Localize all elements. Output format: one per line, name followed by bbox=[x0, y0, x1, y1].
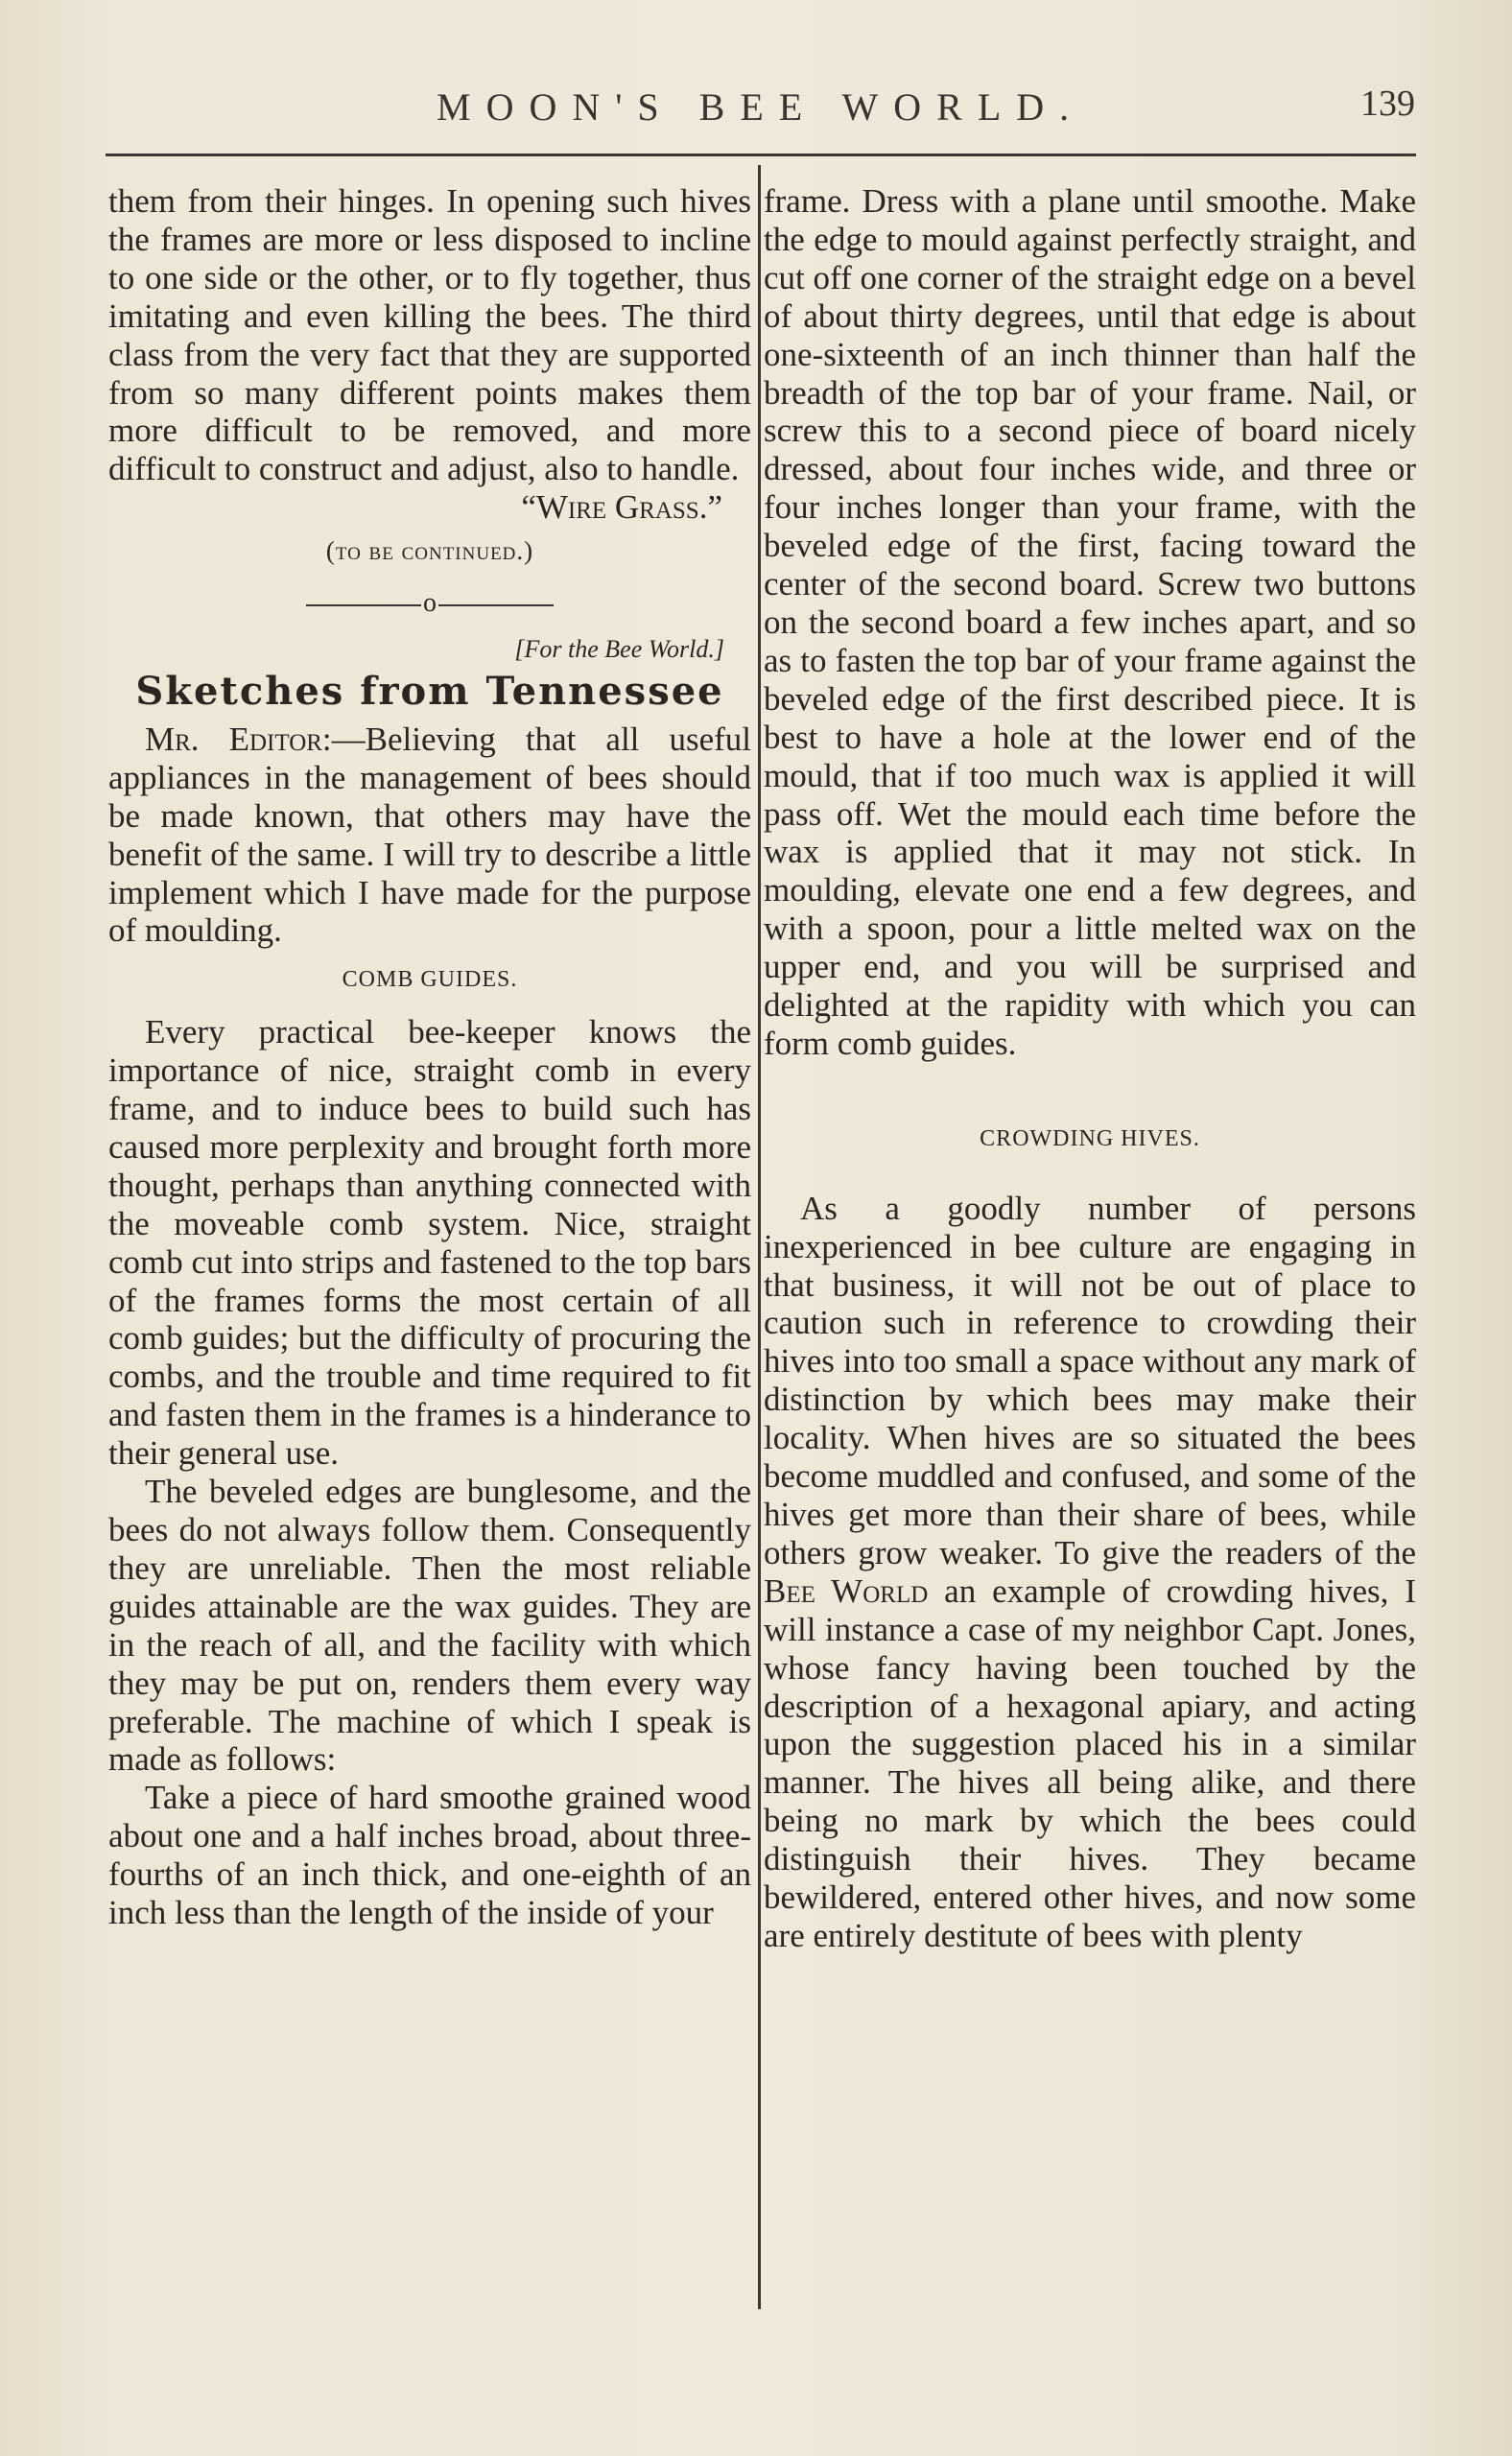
intro-paragraph bbox=[108, 720, 751, 950]
article-title: Sketches from Tennessee bbox=[135, 668, 724, 714]
paragraph-crowding-hives bbox=[764, 1190, 1416, 1955]
subheading-comb-guides: COMB GUIDES. bbox=[342, 967, 518, 993]
salutation: Mr. Editor: bbox=[145, 720, 332, 758]
paragraph-comb-guides-2: The beveled edges are bunglesome, and the bees do not always follow them. Consequently they are unreliable. Then the most reliable guides attainable are the wax guides. They are in the reach of all, and the facility with which they may be put on, renders them every way preferable. The machine of which I speak is made as follows: bbox=[108, 1473, 751, 1779]
author-signature: “Wire Grass.” bbox=[521, 488, 722, 527]
intro-text: —Believing that all useful appliances in the management of bees should be made known, that others may have the benefit of the same. I will try to describe a little implement which I have made for the purpose of moulding. bbox=[108, 720, 752, 950]
paragraph-comb-guides-1: Every practical bee-keeper knows the importance of nice, straight comb in every frame, and to induce bees to build such has caused more perplexity and brought forth more thought, perhaps than anything connected with the moveable comb system. Nice, straight comb cut into strips and fastened to the top bars of the frames forms the most certain of all comb guides; but the difficulty of procuring the combs, and the trouble and time required to fit and fasten them in the frames is a hinderance to their general use. bbox=[108, 1013, 751, 1473]
running-title: MOON'S BEE WORLD. bbox=[437, 85, 1085, 129]
paragraph-comb-guides-3: Take a piece of hard smoothe grained wood about one and a half inches broad, about three-fourths of an inch thick, and one-eighth of an inch less than the length of the inside of your bbox=[108, 1779, 751, 1932]
divider-line-right bbox=[438, 604, 554, 606]
divider-line-left bbox=[306, 604, 421, 606]
column-rule bbox=[758, 165, 761, 2309]
source-note: [For the Bee World.] bbox=[514, 635, 724, 664]
bee-world-reference: Bee World bbox=[764, 1571, 929, 1610]
left-column bbox=[108, 182, 751, 1932]
continued-paragraph: them from their hinges. In opening such hives the frames are more or less disposed to incline to one side or the other, or to fly together, thus imitating and even killing the bees. The third class from the very fact that they are supported from so many different points makes them more difficult to be removed, and more difficult to construct and adjust, also to handle. bbox=[108, 182, 751, 488]
crowding-text-b: an example of crowding hives, I will instance a case of my neighbor Capt. Jones, whose fancy having been touched by the description of a hexagonal apiary, and acting upon the suggestion placed his in a similar manner. The hives all being alike, and there being no mark by which the bees could distinguish their hives. They became bewildered, entered other hives, and now some are entirely destitute of bees with plenty bbox=[764, 1571, 1417, 1954]
to-be-continued-note: (to be continued.) bbox=[325, 536, 534, 566]
page-number: 139 bbox=[1360, 83, 1415, 124]
section-divider bbox=[108, 584, 751, 623]
crowding-text-a: As a goodly number of persons inexperienced in bee culture are engaging in that business, it will not be out of place to caution such in reference to crowding their hives into too small a space without any mark of distinction by which bees may make their locality. When hives are so situated the bees become muddled and confused, and some of the hives get more than their share of bees, while others grow weaker. To give the readers of the bbox=[764, 1189, 1416, 1571]
divider-mark: o bbox=[423, 588, 437, 619]
continued-paragraph-right: frame. Dress with a plane until smoothe. Make the edge to mould against perfectly straight, and cut off one corner of the straight edge on a bevel of about thirty degrees, until that edge is about one-sixteenth of an inch thinner than half the breadth of the top bar of your frame. Nail, or screw this to a second piece of board nicely dressed, about four inches wide, and three or four inches longer than your frame, with the beveled edge of the first, facing toward the center of the second board. Screw two buttons on the second board a few inches apart, and so as to fasten the top bar of your frame against the beveled edge of the first described piece. It is best to have a hole at the lower end of the mould, that if too much wax is applied it will pass off. Wet the mould each time before the wax is applied that it may not stick. In moulding, elevate one end a few degrees, and with a spoon, pour a little melted wax on the upper end, and you will be surprised and delighted at the rapidity with which you can form comb guides. bbox=[764, 182, 1416, 1062]
subheading-crowding-hives: CROWDING HIVES. bbox=[980, 1125, 1200, 1151]
header-rule bbox=[106, 154, 1416, 156]
right-column bbox=[764, 182, 1416, 1955]
